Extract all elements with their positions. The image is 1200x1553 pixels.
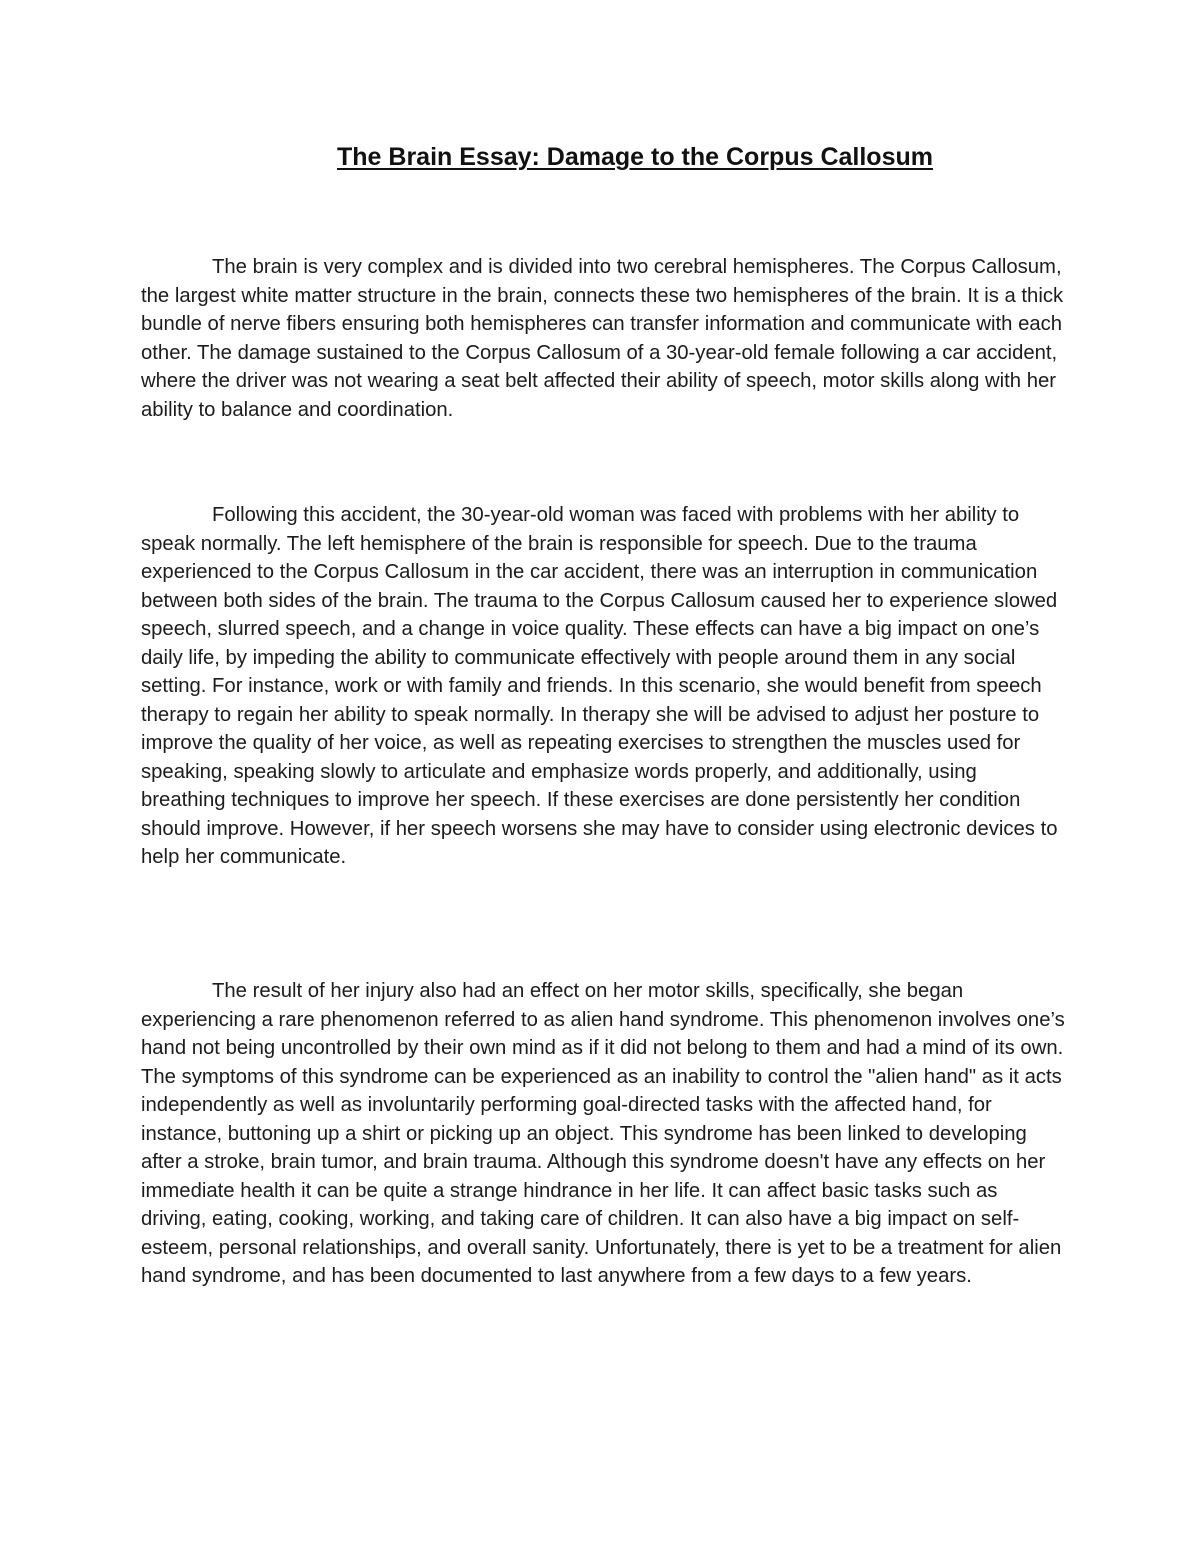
paragraph-1: The brain is very complex and is divided into two cerebral hemispheres. The Corpus Callosum, the largest white matter structure in the brain, connects these two hemispheres of the brain. It is a thick bundle of nerve fibers ensuring both hemispheres can transfer information and communicate with each other. The damage sustained to the Corpus Callosum of a 30-year-old female following a car accident, where the driver was not wearing a seat belt affected their ability of speech, motor skills along with her ability to balance and coordination.	[141, 256, 1064, 421]
document-title: The Brain Essay: Damage to the Corpus Callosum	[337, 143, 933, 171]
paragraph-3: The result of her injury also had an effect on her motor skills, specifically, she began experiencing a rare phenomenon referred to as alien hand syndrome. This phenomenon involves one’s hand not being uncontrolled by their own mind as if it did not belong to them and had a mind of its own. The symptoms of this syndrome can be experienced as an inability to control the "alien hand" as it acts independently as well as involuntarily performing goal-directed tasks with the affected hand, for instance, buttoning up a shirt or picking up an object. This syndrome has been linked to developing after a stroke, brain tumor, and brain trauma. Although this syndrome doesn't have any effects on her immediate health it can be quite a strange hindrance in her life. It can affect basic tasks such as driving, eating, cooking, working, and taking care of children. It can also have a big impact on self-esteem, personal relationships, and overall sanity. Unfortunately, there is yet to be a treatment for alien hand syndrome, and has been documented to last anywhere from a few days to a few years.	[141, 980, 1065, 1287]
paragraph-2: Following this accident, the 30-year-old woman was faced with problems with her ability to speak normally. The left hemisphere of the brain is responsible for speech. Due to the trauma experienced to the Corpus Callosum in the car accident, there was an interruption in communication between both sides of the brain. The trauma to the Corpus Callosum caused her to experience slowed speech, slurred speech, and a change in voice quality. These effects can have a big impact on one’s daily life, by impeding the ability to communicate effectively with people around them in any social setting. For instance, work or with family and friends. In this scenario, she would benefit from speech therapy to regain her ability to speak normally. In therapy she will be advised to adjust her posture to improve the quality of her voice, as well as repeating exercises to strengthen the muscles used for speaking, speaking slowly to articulate and emphasize words properly, and additionally, using breathing techniques to improve her speech. If these exercises are done persistently her condition should improve. However, if her speech worsens she may have to consider using electronic devices to help her communicate.	[141, 504, 1058, 868]
